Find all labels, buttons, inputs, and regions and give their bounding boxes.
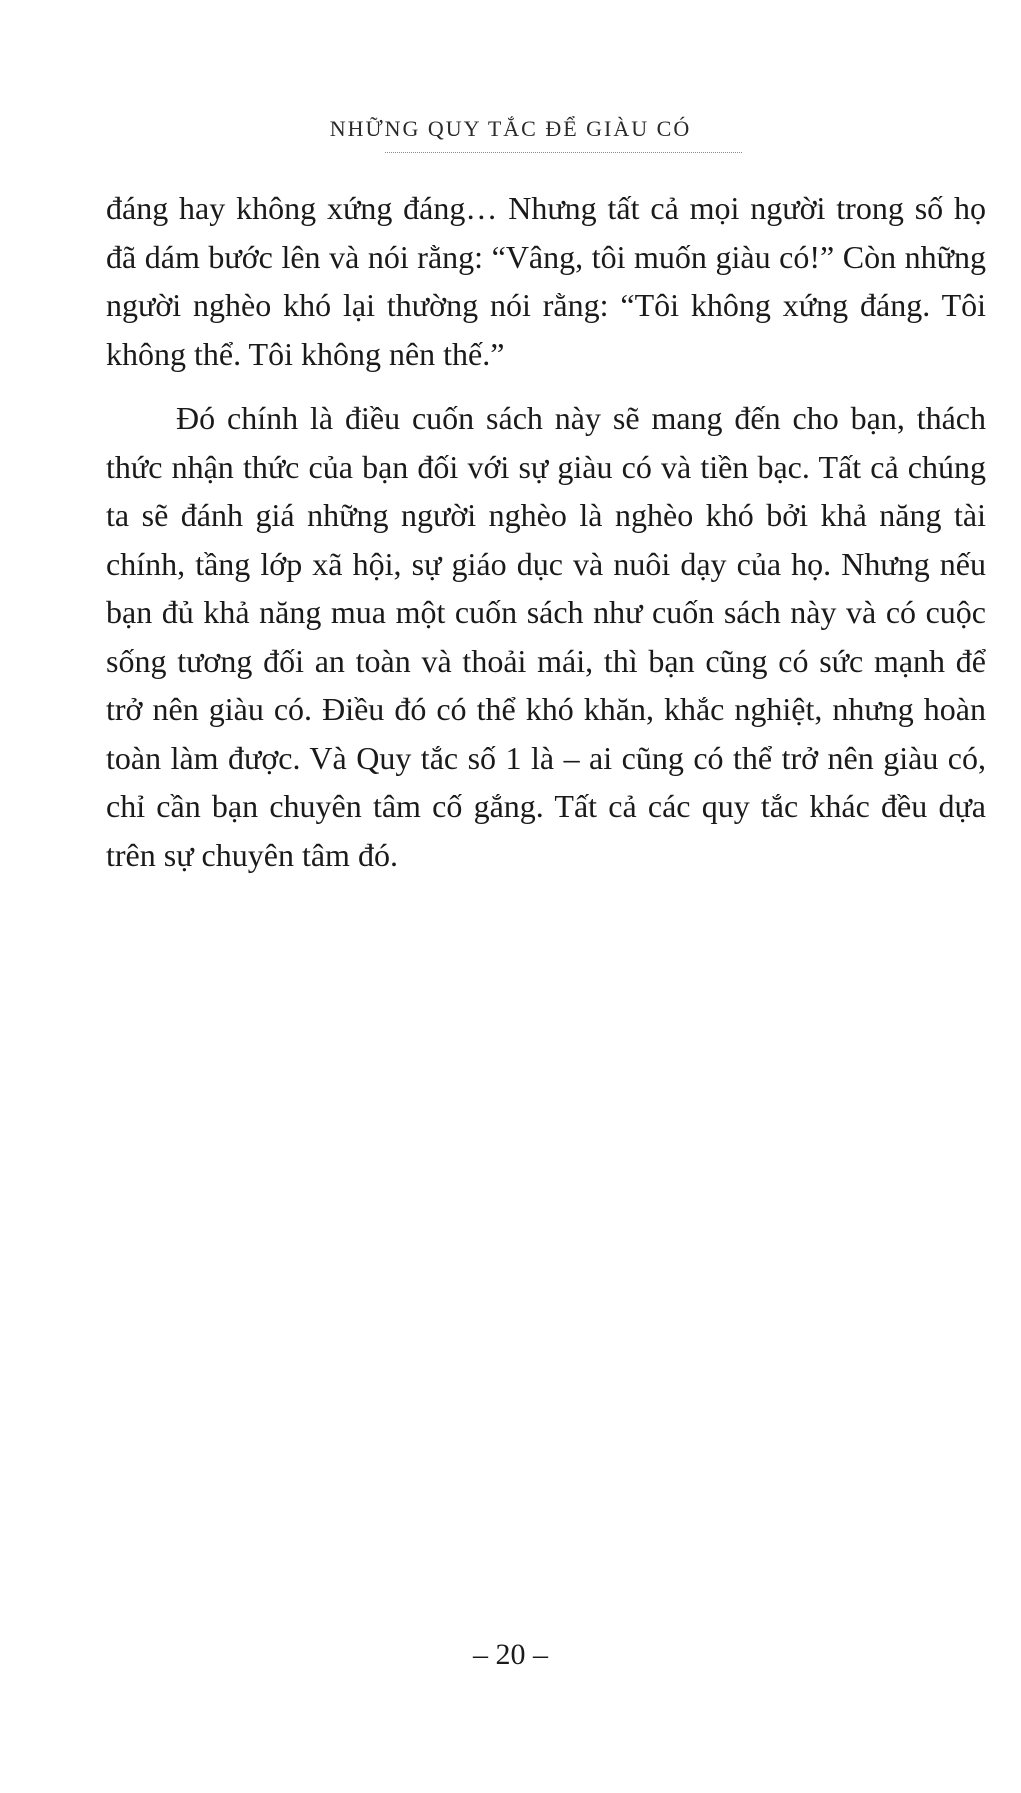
running-header: NHỮNG QUY TẮC ĐỂ GIÀU CÓ: [329, 116, 692, 141]
body-text: [106, 184, 986, 879]
header-divider: [385, 152, 742, 153]
page-number: – 20 –: [473, 1638, 548, 1671]
paragraph: đáng hay không xứng đáng… Nhưng tất cả mọi người trong số họ đã dám bước lên và nói rằng: “Vâng, tôi muốn giàu có!” Còn những người nghèo khó lại thường nói rằng: “Tôi không xứng đáng. Tôi không thể. Tôi không nên thế.”: [106, 190, 986, 372]
paragraph: Đó chính là điều cuốn sách này sẽ mang đến cho bạn, thách thức nhận thức của bạn đối với sự giàu có và tiền bạc. Tất cả chúng ta sẽ đánh giá những người nghèo là nghèo khó bởi khả năng tài chính, tầng lớp xã hội, sự giáo dục và nuôi dạy của họ. Nhưng nếu bạn đủ khả năng mua một cuốn sách như cuốn sách này và có cuộc sống tương đối an toàn và thoải mái, thì bạn cũng có sức mạnh để trở nên giàu có. Điều đó có thể khó khăn, khắc nghiệt, nhưng hoàn toàn làm được. Và Quy tắc số 1 là – ai cũng có thể trở nên giàu có, chỉ cần bạn chuyên tâm cố gắng. Tất cả các quy tắc khác đều dựa trên sự chuyên tâm đó.: [106, 400, 986, 873]
